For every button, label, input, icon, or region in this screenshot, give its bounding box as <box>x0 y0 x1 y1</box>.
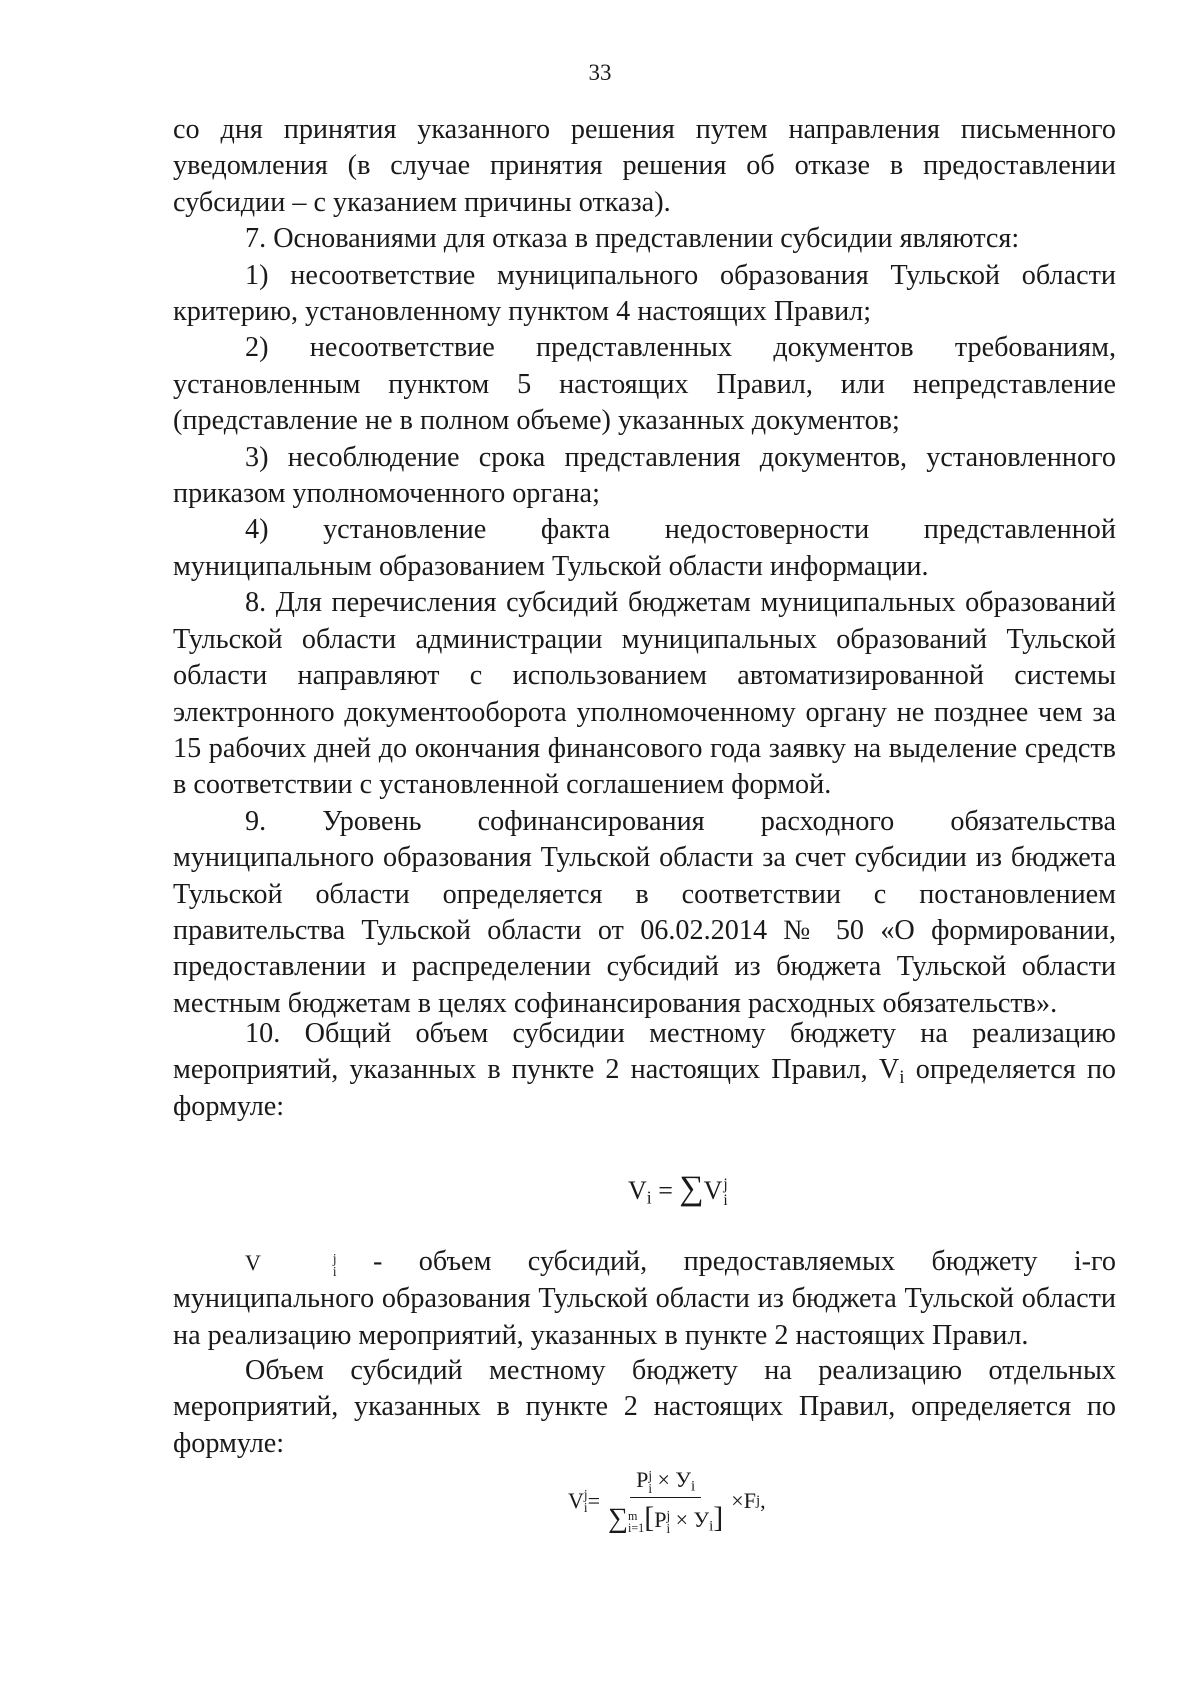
para-10-text: 10. Общий объем субсидии местному бюджету на реализацию мероприятий, указанных в пункте 2 настоящих Правил, V <box>173 1018 1116 1086</box>
definition-symbol: V j i <box>245 1250 337 1279</box>
paragraph-10 <box>173 1016 1116 1125</box>
fraction <box>604 1467 727 1535</box>
para-10-text-end: определяется по формуле: <box>173 1054 1117 1122</box>
paragraph: 2) несоответствие представленных документов требованиям, установленным пунктом 5 настоящих Правил, или непредставление (представление не в полном объеме) указанных документов; <box>173 332 1116 437</box>
paragraph: 3) несоблюдение срока представления документов, установленного приказом уполномоченного органа; <box>173 441 1116 510</box>
sum-symbol: ∑ <box>679 1170 704 1207</box>
paragraph: 4) установление факта недостоверности представленной муниципальным образованием Тульской области информации. <box>173 514 1116 582</box>
para-10-subscript: i <box>899 1067 905 1089</box>
paragraph-objem <box>173 1353 1116 1462</box>
para-objem-text: Объем субсидий местному бюджету на реализацию отдельных мероприятий, указанных в пункте 2 настоящих Правил, определяется по формуле: <box>173 1355 1116 1459</box>
fraction-numerator: P j i × $У_i$ <box>630 1467 701 1498</box>
formula-distribution: V j i = P j i × $У_i$ ∑ m i=1 [P j i × $У_i$] × F j , <box>568 1467 766 1537</box>
definition-paragraph <box>173 1244 1116 1354</box>
paragraph: 7. Основаниями для отказа в представлении субсидии являются: <box>245 223 1020 255</box>
page-number: 33 <box>588 60 612 85</box>
fraction-denominator: ∑ m i=1 [P j i × $У_i$] <box>607 1501 724 1537</box>
document-body <box>173 112 1116 1022</box>
paragraph: 9. Уровень софинансирования расходного обязательства муниципального образования Тульской области за счет субсидии из бюджета Тульской области определяется в соответствии с постановлением правительства Тульской области от 06.02.2014 № 50 «О формировании, предоставлении и распределении субсидий из бюджета Тульской области местным бюджетам в целях софинансирования расходных обязательств». <box>173 805 1116 1019</box>
formula-total-volume: $V_i = \sum V$ j i <box>628 1170 728 1210</box>
paragraph: 8. Для перечисления субсидий бюджетам муниципальных образований Тульской области администрации муниципальных образований Тульской области направляют с использованием автоматизированной системы электронного документооборота уполномоченному органу не позднее чем за 15 рабочих дней до окончания финансового года заявку на выделение средств в соответствии с установленной соглашением формой. <box>173 587 1116 801</box>
definition-text: - объем субсидий, предоставляемых бюджету i-го муниципального образования Тульской области из бюджета Тульской области на реализацию мероприятий, указанных в пункте 2 настоящих Правил. <box>173 1246 1116 1351</box>
paragraph: со дня принятия указанного решения путем направления письменного уведомления (в случае принятия решения об отказе в предоставлении субсидии – с указанием причины отказа). <box>173 114 1116 218</box>
paragraph: 1) несоответствие муниципального образования Тульской области критерию, установленному пунктом 4 настоящих Правил; <box>173 259 1116 328</box>
